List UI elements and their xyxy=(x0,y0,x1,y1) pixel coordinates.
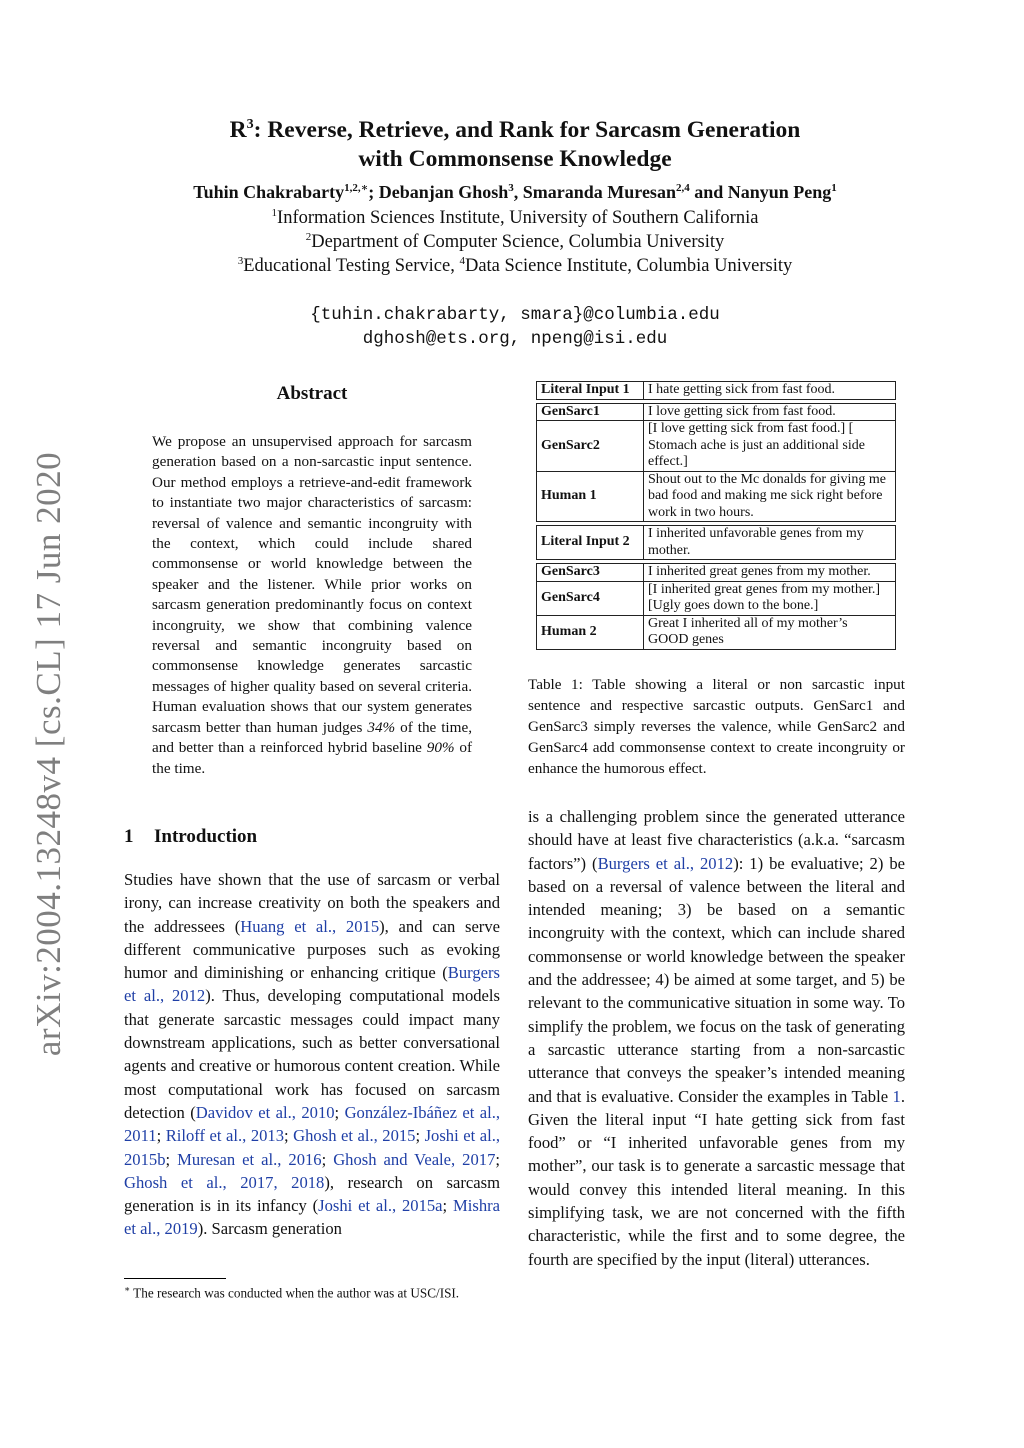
body-text: Studies have shown that the use of sarcasm or verbal irony, can increase creativity on both the speakers and the addressees ( xyxy=(124,870,500,936)
example-table xyxy=(536,381,896,650)
table-row xyxy=(537,581,896,615)
body-text: ; xyxy=(321,1149,334,1169)
citation-link[interactable]: Riloff et al., 2013 xyxy=(165,1126,285,1146)
intro-column-right xyxy=(528,805,905,1271)
table-text-cell: Great I inherited all of my mother’s GOOD genes xyxy=(644,615,896,649)
table-text-cell: I inherited great genes from my mother. xyxy=(644,564,896,582)
footnote-rule xyxy=(124,1278,226,1279)
table-text-cell: Shout out to the Mc donalds for giving me bad food and making me sick right before work in two hours. xyxy=(644,471,896,522)
table-label-cell: GenSarc2 xyxy=(537,421,644,472)
body-text: ). Sarcasm generation xyxy=(197,1219,342,1239)
table-text-cell: I inherited unfavorable genes from my mother. xyxy=(644,526,896,560)
table-row xyxy=(537,421,896,472)
citation-link[interactable]: González-Ibáñez et al., 2011 xyxy=(124,1102,501,1146)
body-text: ; xyxy=(284,1126,294,1146)
table-label-cell: GenSarc3 xyxy=(537,564,644,582)
body-text: ): 1) be evaluative; 2) be based on a reversal of valence between the literal and intended meaning; 3) be based on a semantic incongruity with the context, which can include shared commonsense or world knowledge between the speaker and the addressee; 4) be aimed at some target, and 5) be relevant to the communicative situation in some way. To simplify the problem, we focus on the task of generating a sarcastic utterance starting from a non-sarcastic utterance that conveys the speaker’s intended meaning and that is evaluative. Consider the examples in Table xyxy=(528,853,906,1106)
body-text: ), research on sarcasm generation is in its infancy ( xyxy=(124,1172,500,1216)
citation-link[interactable]: Joshi et al., 2015b xyxy=(124,1126,500,1169)
table-text-cell: I hate getting sick from fast food. xyxy=(644,382,896,400)
citation-link[interactable]: Ghosh et al., 2017, 2018 xyxy=(124,1172,325,1192)
body-text: ; xyxy=(156,1126,166,1146)
body-text: . Given the literal input “I hate getting sick from fast food” or “I inherited unfavorable genes from my mother”, our task is to generate a sarcastic message that would convey this intended literal meaning. In this simplifying task, we are not concerned with the fifth characteristic, while the first and to some degree, the fourth are specified by the input (literal) utterances. xyxy=(528,1086,905,1269)
table-row xyxy=(537,403,896,421)
email-line-2: dghosh@ets.org, npeng@isi.edu xyxy=(362,329,668,349)
table-label-cell: Human 1 xyxy=(537,471,644,522)
table-label-cell: Literal Input 2 xyxy=(537,526,644,560)
body-text: ), and can serve different communicative purposes such as evoking humor and diminishing or enhancing critique ( xyxy=(124,916,500,983)
citation-link[interactable]: Ghosh and Veale, 2017 xyxy=(333,1149,496,1169)
body-text: ; xyxy=(165,1149,178,1169)
body-text: ; xyxy=(415,1126,425,1146)
table-label-cell: Human 2 xyxy=(537,615,644,649)
body-text: is a challenging problem since the generated utterance should have at least five characteristics (a.k.a. “sarcasm factors”) ( xyxy=(528,807,905,873)
footnote: ∗ The research was conducted when the author was at USC/ISI. xyxy=(124,1284,460,1301)
table-label-cell: GenSarc4 xyxy=(537,581,644,615)
paper-title: $R^3$: Reverse, Retrieve, and Rank for Sarcasm Generation with Commonsense Knowledge xyxy=(229,116,801,172)
body-text: ; xyxy=(442,1196,453,1216)
table-row xyxy=(537,471,896,522)
table-row xyxy=(537,382,896,400)
abstract-heading: Abstract xyxy=(276,383,348,404)
affiliation-2: $^2$Department of Computer Science, Columbia University xyxy=(305,231,725,253)
section-heading-introduction: 1 Introduction xyxy=(124,826,258,847)
citation-link[interactable]: Huang et al., 2015 xyxy=(240,916,380,936)
email-line-1: {tuhin.chakrabarty, smara}@columbia.edu xyxy=(310,305,720,325)
abstract-body: We propose an unsupervised approach for sarcasm generation based on a non-sarcastic input sentence. Our method employs a retrieve-and-edit framework to instantiate two major characteristics of sarcasm: reversal of valence and semantic incongruity with the context, which could include shared commonsense or world knowledge between the speaker and the listener. While prior works on sarcasm generation predominantly focus on context incongruity, we show that combining valence reversal and semantic incongruity based on commonsense knowledge generates sarcastic messages of higher quality based on several criteria. Human evaluation shows that our system generates sarcasm better than human judges 34% of the time, and better than a reinforced hybrid baseline 90% of the time. xyxy=(152,433,473,777)
citation-link[interactable]: Burgers et al., 2012 xyxy=(124,963,500,1006)
table-text-cell: I love getting sick from fast food. xyxy=(644,403,896,421)
body-text: ; xyxy=(495,1149,500,1169)
citation-link[interactable]: 1 xyxy=(892,1086,901,1106)
citation-link[interactable]: Burgers et al., 2012 xyxy=(597,853,734,873)
citation-link[interactable]: Muresan et al., 2016 xyxy=(177,1149,322,1169)
intro-column-left xyxy=(124,868,500,1241)
table-row xyxy=(537,526,896,560)
table-label-cell: GenSarc1 xyxy=(537,403,644,421)
table-row xyxy=(537,564,896,582)
table-row xyxy=(537,615,896,649)
citation-link[interactable]: Davidov et al., 2010 xyxy=(195,1102,335,1122)
table-text-cell: [I inherited great genes from my mother.] [Ugly goes down to the bone.] xyxy=(644,581,896,615)
author-list: Tuhin Chakrabarty$^{1,2,∗}$; Debanjan Ghosh$^3$, Smaranda Muresan$^{2,4}$ and Nanyun Peng$^1$ xyxy=(193,182,837,202)
citation-link[interactable]: Joshi et al., 2015a xyxy=(318,1196,443,1216)
table-text-cell: [I love getting sick from fast food.] [ Stomach ache is just an additional side effect.] xyxy=(644,421,896,472)
citation-link[interactable]: Mishra et al., 2019 xyxy=(124,1196,501,1239)
citation-link[interactable]: Ghosh et al., 2015 xyxy=(293,1126,416,1146)
affiliation-1: $^1$Information Sciences Institute, University of Southern California xyxy=(271,207,759,229)
body-text: ; xyxy=(334,1102,345,1122)
arxiv-stamp: arXiv:2004.13248v4 [cs.CL] 17 Jun 2020 xyxy=(29,451,68,1057)
table-label-cell: Literal Input 1 xyxy=(537,382,644,400)
table-caption: Table 1: Table showing a literal or non sarcastic input sentence and respective sarcastic outputs. GenSarc1 and GenSarc3 simply reverses the valence, while GenSarc2 and GenSarc4 add commonsense context to create incongruity or enhance the humorous effect. xyxy=(528,676,905,777)
body-text: ). Thus, developing computational models that generate sarcastic messages could impact many downstream applications, such as better conversational agents and creative or humorous content creation. While most computational work has focused on sarcasm detection ( xyxy=(124,986,500,1122)
affiliation-3: $^3$Educational Testing Service, $^4$Data Science Institute, Columbia University xyxy=(237,255,793,277)
